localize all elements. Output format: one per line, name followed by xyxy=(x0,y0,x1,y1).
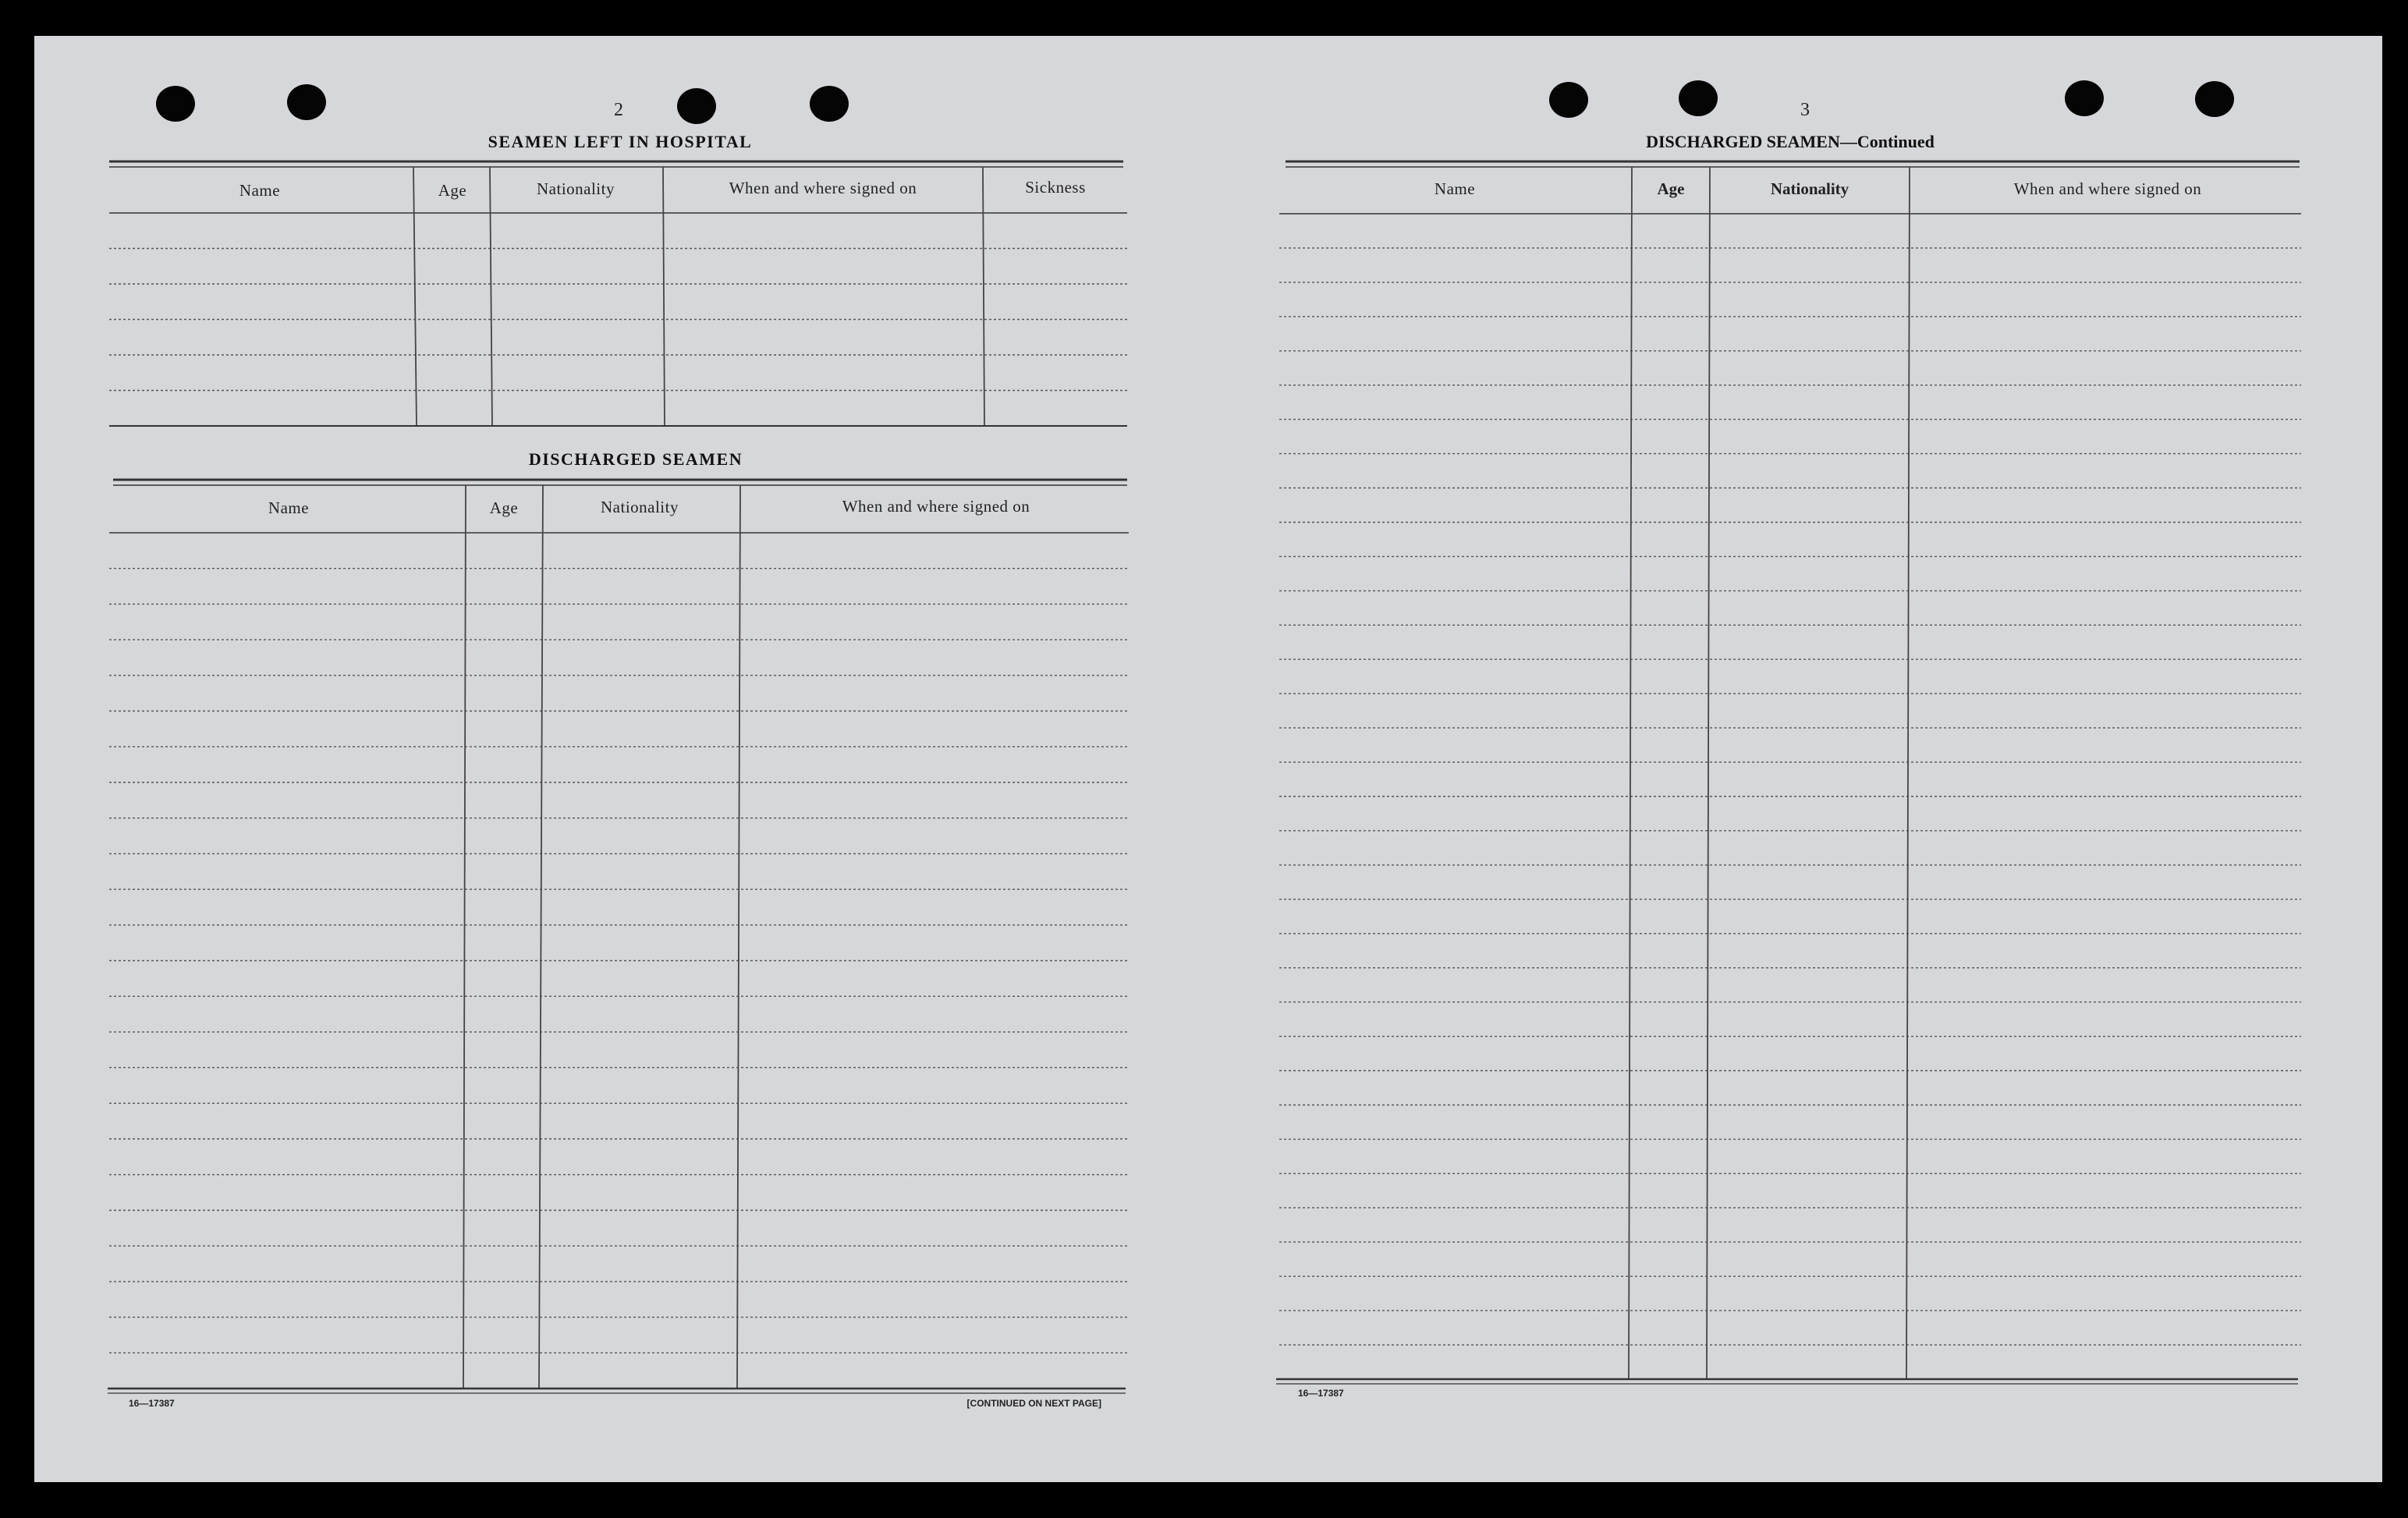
section-title-main: DISCHARGED SEAMEN xyxy=(1646,132,1840,151)
column-header-name: Name xyxy=(239,181,281,200)
binder-hole xyxy=(677,88,716,124)
column-header-signed-on: When and where signed on xyxy=(842,497,1030,516)
binder-hole xyxy=(287,84,326,120)
binder-hole xyxy=(2195,81,2234,117)
binder-hole xyxy=(156,86,195,122)
binder-hole xyxy=(2065,80,2104,116)
column-header-age: Age xyxy=(1657,179,1685,198)
column-header-nationality: Nationality xyxy=(601,498,679,516)
form-number: 16—17387 xyxy=(1298,1388,1344,1399)
binder-hole xyxy=(1679,80,1718,116)
page-number: 2 xyxy=(614,100,623,120)
section-title: SEAMEN LEFT IN HOSPITAL xyxy=(488,132,753,151)
binder-hole xyxy=(810,86,849,122)
column-header-name: Name xyxy=(1434,179,1476,198)
paper-sheet xyxy=(34,36,2382,1482)
column-header-signed-on: When and where signed on xyxy=(729,179,917,197)
section-title xyxy=(1646,132,1935,151)
page-number: 3 xyxy=(1800,100,1810,120)
column-header-age: Age xyxy=(438,181,467,200)
section-title: DISCHARGED SEAMEN xyxy=(528,449,743,469)
form-number: 16—17387 xyxy=(129,1398,175,1409)
column-header-nationality: Nationality xyxy=(1770,179,1849,198)
section-title-suffix: —Continued xyxy=(1839,132,1935,151)
column-header-nationality: Nationality xyxy=(537,179,615,198)
column-header-age: Age xyxy=(489,498,519,517)
continued-note: [CONTINUED ON NEXT PAGE] xyxy=(966,1398,1101,1409)
binder-hole xyxy=(1549,82,1588,118)
column-header-sickness: Sickness xyxy=(1025,178,1086,197)
column-header-signed-on: When and where signed on xyxy=(2013,179,2202,198)
column-header-name: Name xyxy=(268,498,310,517)
